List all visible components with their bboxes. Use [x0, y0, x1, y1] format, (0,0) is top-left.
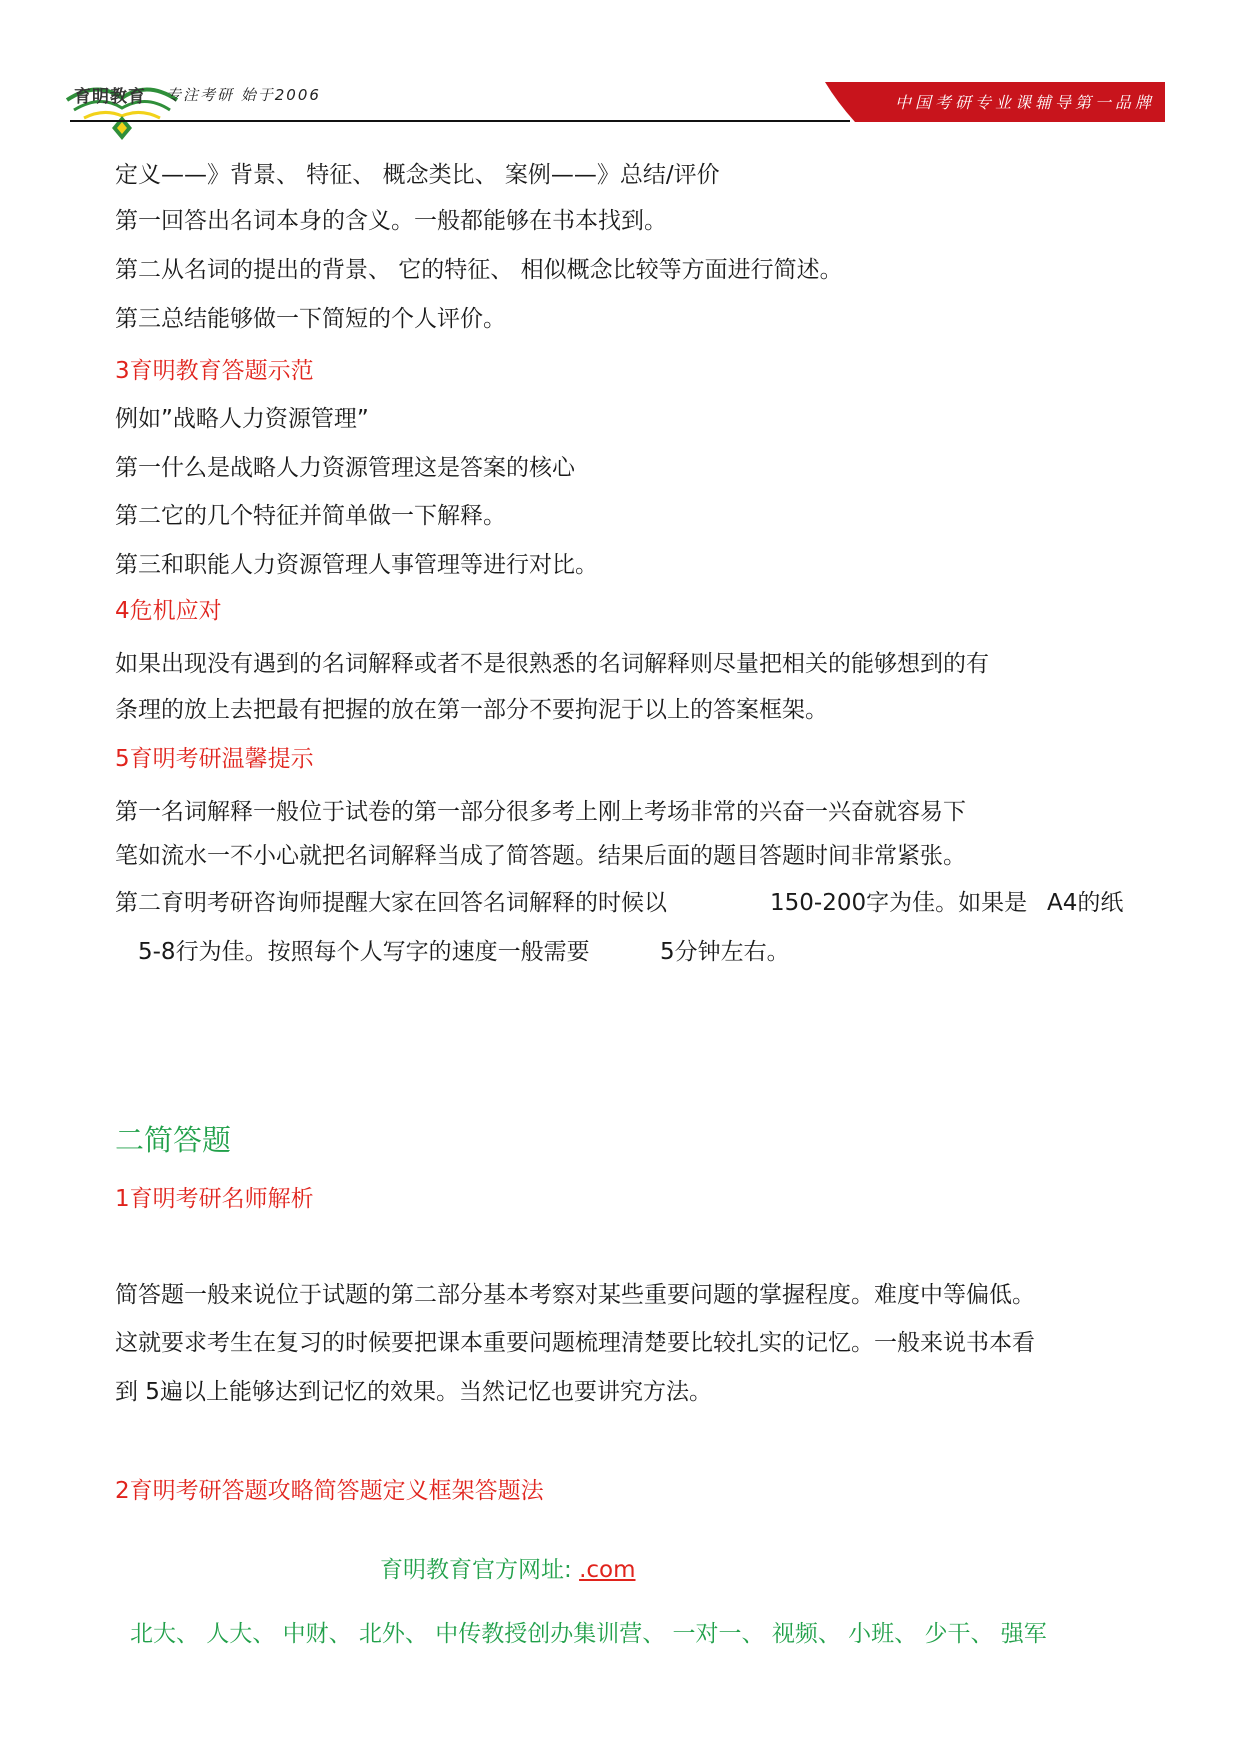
body-line: 笔如流水一不小心就把名词解释当成了简答题。结果后面的题目答题时间非常紧张。	[115, 843, 966, 869]
body-line: 如果出现没有遇到的名词解释或者不是很熟悉的名词解释则尽量把相关的能够想到的有	[115, 651, 989, 677]
header-slogan-right: 中国考研专业课辅导第一品牌	[895, 93, 1156, 112]
section-heading: 4危机应对	[115, 598, 222, 624]
section-heading: 5育明考研温馨提示	[115, 746, 314, 772]
section-heading: 3育明教育答题示范	[115, 358, 314, 384]
body-line: 第一什么是战略人力资源管理这是答案的核心	[115, 455, 575, 481]
header-divider	[70, 120, 850, 122]
body-line: 定义——》背景、 特征、 概念类比、 案例——》总结/评价	[115, 162, 720, 188]
body-line: 条理的放上去把最有把握的放在第一部分不要拘泥于以上的答案框架。	[115, 697, 828, 723]
body-line: 5分钟左右。	[660, 939, 790, 965]
body-line: 例如”战略人力资源管理”	[115, 406, 369, 432]
chapter-heading: 二简答题	[115, 1123, 232, 1157]
body-line: A4的纸	[1047, 890, 1124, 916]
body-line: 第一回答出名词本身的含义。一般都能够在书本找到。	[115, 208, 667, 234]
footer-site	[380, 1551, 636, 1584]
section-heading: 1育明考研名师解析	[115, 1186, 314, 1212]
body-line: 150-200字为佳。如果是	[770, 890, 1028, 916]
footer-site-label: 育明教育官方网址:	[380, 1557, 572, 1583]
body-line: 这就要求考生在复习的时候要把课本重要问题梳理清楚要比较扎实的记忆。一般来说书本看	[115, 1330, 1035, 1356]
body-line: 第二它的几个特征并简单做一下解释。	[115, 503, 506, 529]
section-heading: 2育明考研答题攻略简答题定义框架答题法	[115, 1478, 544, 1504]
header-brand: 育明教育	[74, 87, 146, 107]
header-slogan-left: 专注考研 始于2006	[166, 86, 321, 104]
body-line: 第一名词解释一般位于试卷的第一部分很多考上刚上考场非常的兴奋一兴奋就容易下	[115, 799, 966, 825]
logo-icon	[62, 60, 182, 155]
body-line: 到 5遍以上能够达到记忆的效果。当然记忆也要讲究方法。	[115, 1379, 712, 1405]
page-header	[0, 60, 1240, 160]
footer-site-link[interactable]: .com	[579, 1557, 636, 1583]
body-line: 第二从名词的提出的背景、 它的特征、 相似概念比较等方面进行简述。	[115, 257, 843, 283]
footer-cities: 北大、 人大、 中财、 北外、 中传教授创办集训营、 一对一、 视频、 小班、 少干、 强军	[130, 1621, 1047, 1647]
body-line: 5-8行为佳。按照每个人写字的速度一般需要	[138, 939, 590, 965]
body-line: 第二育明考研咨询师提醒大家在回答名词解释的时候以	[115, 890, 667, 916]
body-line: 第三和职能人力资源管理人事管理等进行对比。	[115, 552, 598, 578]
body-line: 第三总结能够做一下简短的个人评价。	[115, 306, 506, 332]
body-line: 简答题一般来说位于试题的第二部分基本考察对某些重要问题的掌握程度。难度中等偏低。	[115, 1282, 1035, 1308]
